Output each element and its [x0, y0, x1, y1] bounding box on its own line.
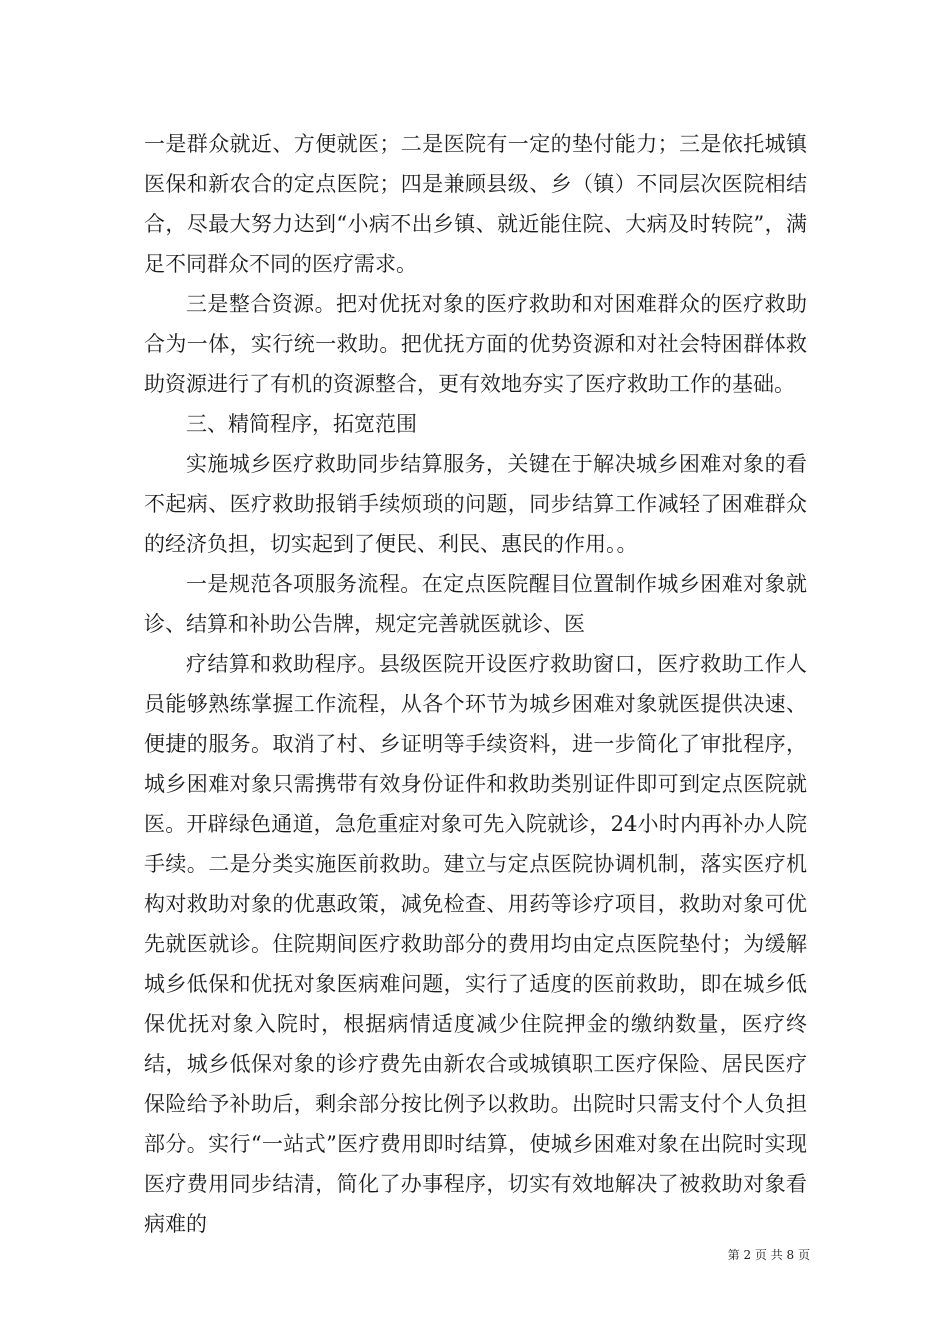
- page-number: 第 2 页 共 8 页: [727, 1248, 810, 1262]
- paragraph-5: 疗结算和救助程序。县级医院开设医疗救助窗口，医疗救助工作人员能够熟练掌握工作流程，从各个环节为城乡困难对象就医提供决速、便捷的服务。取消了村、乡证明等手续资料，进一步简化了审批程序，城乡困难对象只需携带有效身份证件和救助类别证件即可到定点医院就医。开辟绿色通道，急危重症对象可先入院就诊，24小时内再补办人院手续。二是分类实施医前救助。建立与定点医院协调机制，落实医疗机构对救助对象的优惠政策，减免检查、用药等诊疗项目，救助对象可优先就医就诊。住院期间医疗救助部分的费用均由定点医院垫付；为缓解城乡低保和优抚对象医病难问题，实行了适度的医前救助，即在城乡低保优抚对象入院时，根据病情适度减少住院押金的缴纳数量，医疗终结，城乡低保对象的诊疗费先由新农合或城镇职工医疗保险、居民医疗保险给予补助后，剩余部分按比例予以救助。出院时只需支付个人负担部分。实行“一站式”医疗费用即时结算，使城乡困难对象在出院时实现医疗费用同步结清，简化了办事程序，切实有效地解决了被救助对象看病难的: [144, 652, 807, 1236]
- paragraph-2: 三是整合资源。把对优抚对象的医疗救助和对困难群众的医疗救助合为一体，实行统一救助。把优抚方面的优势资源和对社会特困群体救助资源进行了有机的资源整合，更有效地夯实了医疗救助工作的基础。: [144, 292, 807, 396]
- document-body: [144, 124, 807, 1244]
- paragraph-4: 一是规范各项服务流程。在定点医院醒目位置制作城乡困难对象就诊、结算和补助公告牌，规定完善就医就诊、医: [144, 572, 807, 636]
- paragraph-3: 实施城乡医疗救助同步结算服务，关键在于解决城乡困难对象的看不起病、医疗救助报销手续烦琐的问题，同步结算工作减轻了困难群众的经济负担，切实起到了便民、利民、惠民的作用。。: [144, 452, 807, 556]
- paragraph-1: 一是群众就近、方便就医；二是医院有一定的垫付能力；三是依托城镇医保和新农合的定点医院；四是兼顾县级、乡（镇）不同层次医院相结合，尽最大努力达到“小病不出乡镇、就近能住院、大病及时转院”，满足不同群众不同的医疗需求。: [144, 132, 807, 276]
- section-heading: 三、精简程序，拓宽范围: [186, 412, 417, 436]
